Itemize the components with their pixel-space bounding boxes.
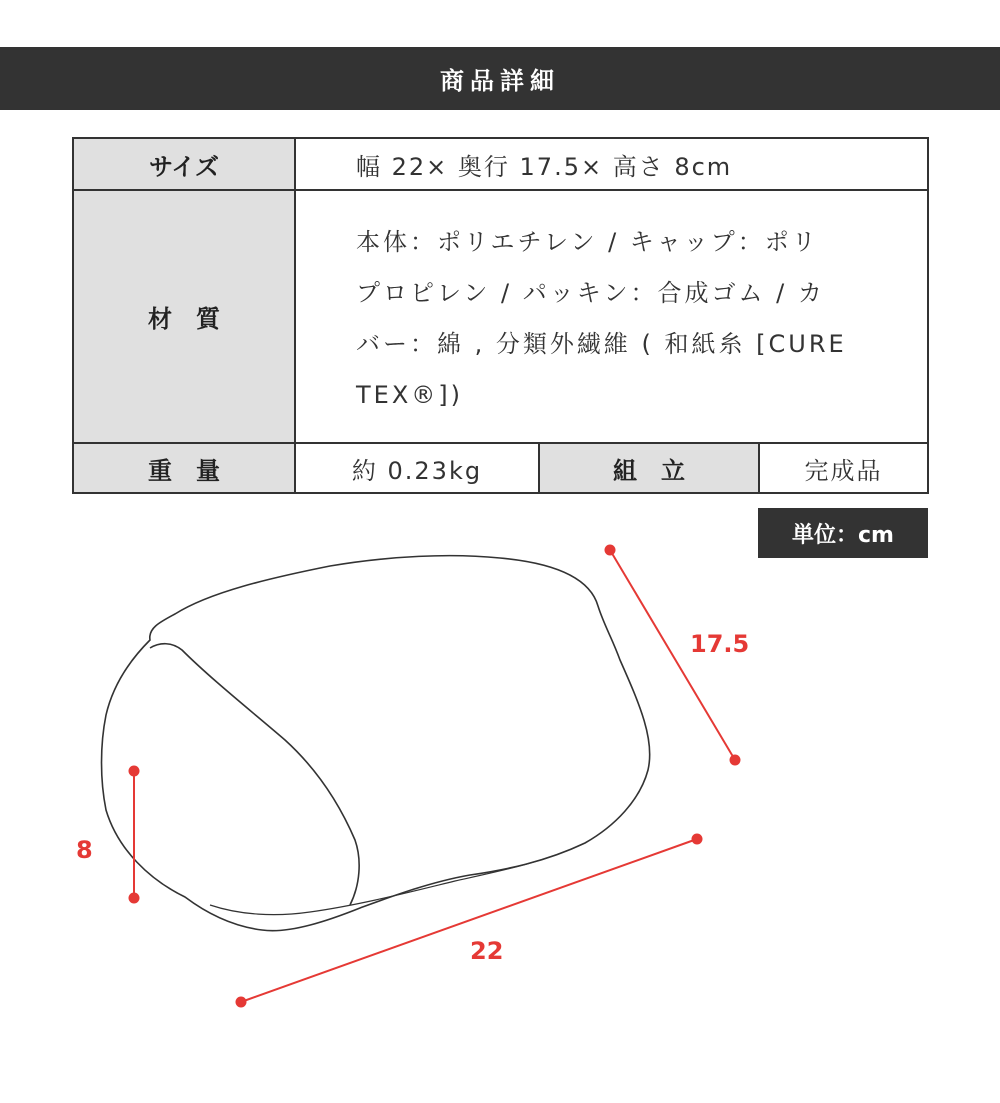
assembly-label: 組 立 [613,456,685,485]
assembly-value: 完成品 [804,456,883,485]
depth-label: 17.5 [690,630,750,658]
depth-dimension-dot [605,545,616,556]
width-dimension-dot [692,834,703,845]
cushion-outline [102,556,650,931]
weight-value: 約 0.23kg [351,456,483,485]
width-label: 22 [470,937,504,965]
size-value: 幅 22× 奥行 17.5× 高さ 8cm [356,152,733,181]
weight-label: 重 量 [148,456,220,485]
material-line: バー：綿 , 分類外繊維 ( 和紙糸 [CURE [356,330,847,358]
size-label: サイズ [148,152,220,181]
height-dimension-dot [129,766,140,777]
material-line: TEX®]) [356,381,463,409]
height-label: 8 [76,836,93,864]
material-line: プロピレン / パッキン：合成ゴム / カ [356,279,825,307]
material-label: 材 質 [148,305,220,333]
section-title: 商品詳細 [440,67,560,95]
material-line: 本体：ポリエチレン / キャップ：ポリ [356,228,819,256]
unit-label: 単位：cm [792,522,894,548]
height-dimension-dot [129,893,140,904]
width-dimension-dot [236,997,247,1008]
depth-dimension-dot [730,755,741,766]
